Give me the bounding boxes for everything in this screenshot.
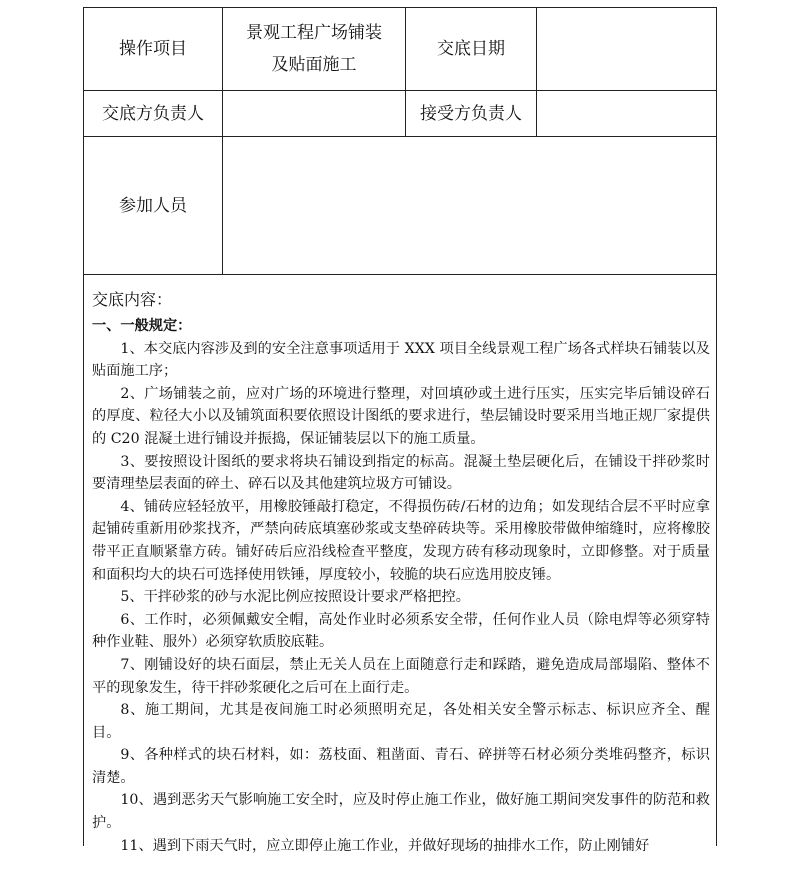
project-name-line1: 景观工程广场铺装 [246, 23, 382, 43]
disclosure-content [92, 288, 710, 857]
list-item: 11、遇到下雨天气时，应立即停止施工作业，并做好现场的抽排水工作，防止刚铺好 [120, 837, 650, 854]
list-item: 1、本交底内容涉及到的安全注意事项适用于 XXX 项目全线景观工程广场各式样块石铺装以及贴面施工序； [92, 340, 710, 380]
list-item: 5、干拌砂浆的砂与水泥比例应按照设计要求严格把控。 [120, 589, 470, 606]
list-item: 8、施工期间，尤其是夜间施工时必须照明充足，各处相关安全警示标志、标识应齐全、醒目。 [92, 702, 710, 741]
list-item: 10、遇到恶劣天气影响施工安全时，应及时停止施工作业，做好施工期间突发事件的防范和救护。 [92, 792, 710, 832]
list-item: 7、刚铺设好的块石面层，禁止无关人员在上面随意行走和踩踏，避免造成局部塌陷、整体不平的现象发生，待干拌砂浆硬化之后可在上面行走。 [92, 656, 710, 696]
list-item: 2、广场铺装之前，应对广场的环境进行整理，对回填砂或土进行压实，压实完毕后铺设碎石的厚度、粒径大小以及铺筑面积要依照设计图纸的要求进行，垫层铺设时要采用当地正规厂家提供的 C20 混凝土进行铺设并振捣，保证铺装层以下的施工质量。 [92, 385, 710, 447]
list-item: 6、工作时，必须佩戴安全帽，高处作业时必须系安全带，任何作业人员（除电焊等必须穿特种作业鞋、服外）必须穿软质胶底鞋。 [92, 611, 710, 651]
disclosure-date-label: 交底日期 [437, 39, 505, 59]
list-item: 4、铺砖应轻轻放平，用橡胶锤敲打稳定，不得损伤砖/石材的边角；如发现结合层不平时应拿起铺砖重新用砂浆找齐，严禁向砖底填塞砂浆或支垫碎砖块等。采用橡胶带做伸缩缝时，应将橡胶带平正直顺紧靠方砖。铺好砖后应沿线检查平整度，发现方砖有移动现象时，立即修整。对于质量和面积均大的块石可选择使用铁锤，厚度较小，较脆的块石应选用胶皮锤。 [92, 498, 710, 583]
content-heading: 交底内容： [92, 290, 173, 309]
section-title: 一、一般规定： [92, 318, 192, 334]
disclosure-form-table [83, 7, 717, 854]
receiver-responsible-value [537, 91, 716, 136]
project-name-cell [223, 8, 405, 90]
table-divider [84, 274, 716, 275]
disclosure-date-value [537, 8, 716, 90]
receiver-responsible-label: 接受方负责人 [420, 103, 522, 124]
list-item: 3、要按照设计图纸的要求将块石铺设到指定的标高。混凝土垫层硬化后，在铺设干拌砂浆时要清理垫层表面的碎土、碎石以及其他建筑垃圾方可铺设。 [92, 453, 710, 493]
participants-value [223, 137, 716, 274]
giver-responsible-label: 交底方负责人 [102, 103, 204, 124]
giver-responsible-value [223, 91, 405, 136]
list-item: 9、各种样式的块石材料，如：荔枝面、粗凿面、青石、碎拼等石材必须分类堆码整齐，标识清楚。 [92, 747, 710, 786]
participants-label: 参加人员 [119, 195, 187, 216]
operation-item-label: 操作项目 [119, 39, 187, 59]
project-name-line2: 及贴面施工 [271, 55, 357, 75]
